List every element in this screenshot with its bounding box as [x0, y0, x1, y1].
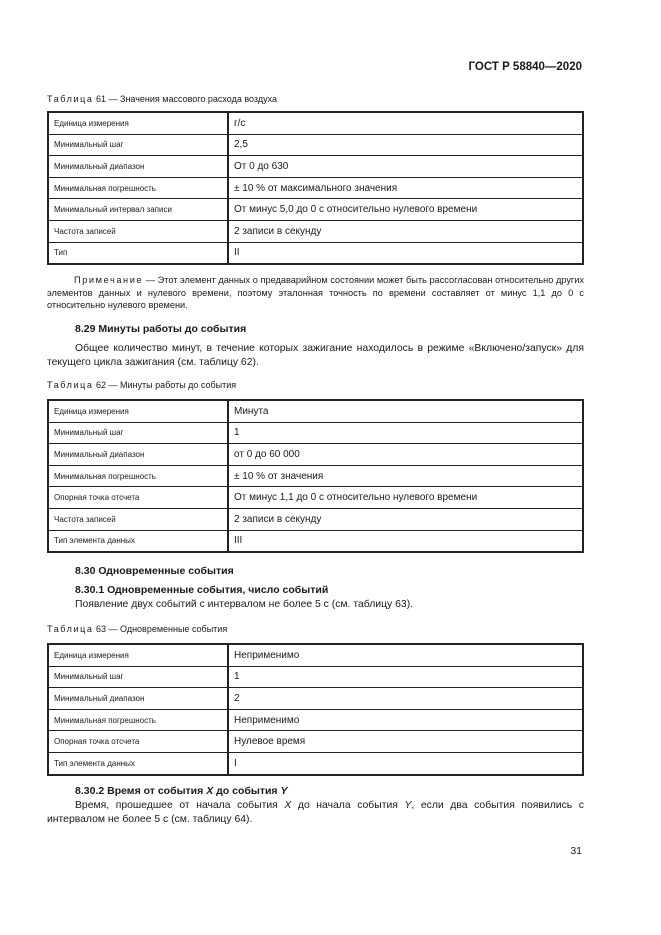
table-63-caption-text: 63 — Одновременные события	[93, 624, 228, 634]
table-row	[48, 444, 583, 466]
table-61-caption-label: Таблица	[47, 94, 94, 104]
table-row	[48, 487, 583, 509]
table-61-note	[47, 274, 584, 312]
row-value: От минус 1,1 до 0 с относительно нулевого времени	[228, 487, 583, 509]
section-8-30-heading: 8.30 Одновременные события	[75, 565, 234, 577]
section-8-30-2-paragraph	[47, 799, 584, 827]
table-row	[48, 666, 583, 688]
row-label: Тип элемента данных	[48, 752, 228, 774]
row-value: II	[228, 242, 583, 264]
table-row	[48, 465, 583, 487]
row-label: Единица измерения	[48, 400, 228, 422]
document-header: ГОСТ Р 58840—2020	[468, 61, 582, 73]
row-label: Минимальный диапазон	[48, 444, 228, 466]
table-61-caption-text: 61 — Значения массового расхода воздуха	[93, 94, 278, 104]
row-value: 1	[228, 666, 583, 688]
row-value: I	[228, 752, 583, 774]
table-row	[48, 242, 583, 264]
row-label: Тип	[48, 242, 228, 264]
row-label: Минимальный шаг	[48, 666, 228, 688]
table-row	[48, 199, 583, 221]
table-62-caption	[47, 380, 236, 390]
table-row	[48, 112, 583, 134]
row-label: Единица измерения	[48, 112, 228, 134]
row-label: Опорная точка отсчета	[48, 487, 228, 509]
row-label: Тип элемента данных	[48, 530, 228, 552]
section-8-30-2-heading	[75, 785, 287, 797]
table-row	[48, 752, 583, 774]
row-value: ± 10 % от максимального значения	[228, 177, 583, 199]
row-label: Частота записей	[48, 220, 228, 242]
paragraph-text: Общее количество минут, в течение которых зажигание находилось в режиме «Включено/запуск» для текущего цикла зажигания (см. таблицу 62).	[47, 343, 584, 368]
table-row	[48, 422, 583, 444]
section-8-29-paragraph	[47, 342, 584, 370]
section-8-30-1-paragraph: Появление двух событий с интервалом не более 5 с (см. таблицу 63).	[75, 599, 414, 610]
page-number: 31	[570, 845, 582, 857]
row-label: Минимальный диапазон	[48, 688, 228, 710]
table-61	[47, 111, 584, 265]
row-label: Частота записей	[48, 508, 228, 530]
table-63	[47, 643, 584, 776]
table-61-caption	[47, 94, 277, 104]
table-row	[48, 644, 583, 666]
table-row	[48, 156, 583, 178]
table-row	[48, 134, 583, 156]
row-value: 2 записи в секунду	[228, 220, 583, 242]
table-63-caption	[47, 624, 227, 634]
note-label: Примечание	[74, 275, 144, 285]
paragraph-text: , если два события появились с интервалом не более 5 с (см. таблицу 64).	[47, 800, 584, 825]
row-value: 2,5	[228, 134, 583, 156]
row-label: Минимальный диапазон	[48, 156, 228, 178]
row-value: Минута	[228, 400, 583, 422]
row-label: Минимальный шаг	[48, 422, 228, 444]
table-row	[48, 508, 583, 530]
paragraph-var-x: X	[284, 800, 292, 811]
heading-var-x: X	[206, 785, 214, 797]
table-row	[48, 177, 583, 199]
row-value: 1	[228, 422, 583, 444]
heading-text: 8.30.2 Время от события	[75, 785, 207, 797]
row-label: Единица измерения	[48, 644, 228, 666]
table-row	[48, 709, 583, 731]
row-value: От минус 5,0 до 0 с относительно нулевого времени	[228, 199, 583, 221]
row-label: Минимальная погрешность	[48, 177, 228, 199]
paragraph-text: Время, прошедшее от начала события	[75, 800, 285, 811]
note-text: — Этот элемент данных о предаварийном состоянии может быть рассогласован относительно других элементов данных и нулевого времени, поэтому эталонная точность по времени составляет от минус 1,1 до 0 с относительно нулевого времени.	[47, 275, 584, 311]
row-value: От 0 до 630	[228, 156, 583, 178]
row-value: ± 10 % от значения	[228, 465, 583, 487]
paragraph-text: до начала события	[291, 800, 405, 811]
table-62-caption-label: Таблица	[47, 380, 94, 390]
table-row	[48, 220, 583, 242]
table-row	[48, 688, 583, 710]
heading-text: до события	[213, 785, 281, 797]
table-row	[48, 400, 583, 422]
table-row	[48, 530, 583, 552]
row-value: Неприменимо	[228, 644, 583, 666]
row-label: Опорная точка отсчета	[48, 731, 228, 753]
section-8-30-1-heading: 8.30.1 Одновременные события, число событий	[75, 584, 329, 596]
row-value: 2 записи в секунду	[228, 508, 583, 530]
table-62-caption-text: 62 — Минуты работы до события	[93, 380, 237, 390]
row-label: Минимальная погрешность	[48, 709, 228, 731]
paragraph-var-y: Y	[404, 800, 412, 811]
row-value: III	[228, 530, 583, 552]
row-label: Минимальный шаг	[48, 134, 228, 156]
row-value: 2	[228, 688, 583, 710]
row-value: Нулевое время	[228, 731, 583, 753]
heading-var-y: Y	[280, 785, 288, 797]
row-value: от 0 до 60 000	[228, 444, 583, 466]
section-8-29-heading: 8.29 Минуты работы до события	[75, 323, 247, 335]
table-row	[48, 731, 583, 753]
row-value: г/с	[228, 112, 583, 134]
row-label: Минимальный интервал записи	[48, 199, 228, 221]
row-value: Неприменимо	[228, 709, 583, 731]
row-label: Минимальная погрешность	[48, 465, 228, 487]
table-63-caption-label: Таблица	[47, 624, 94, 634]
table-62	[47, 399, 584, 553]
